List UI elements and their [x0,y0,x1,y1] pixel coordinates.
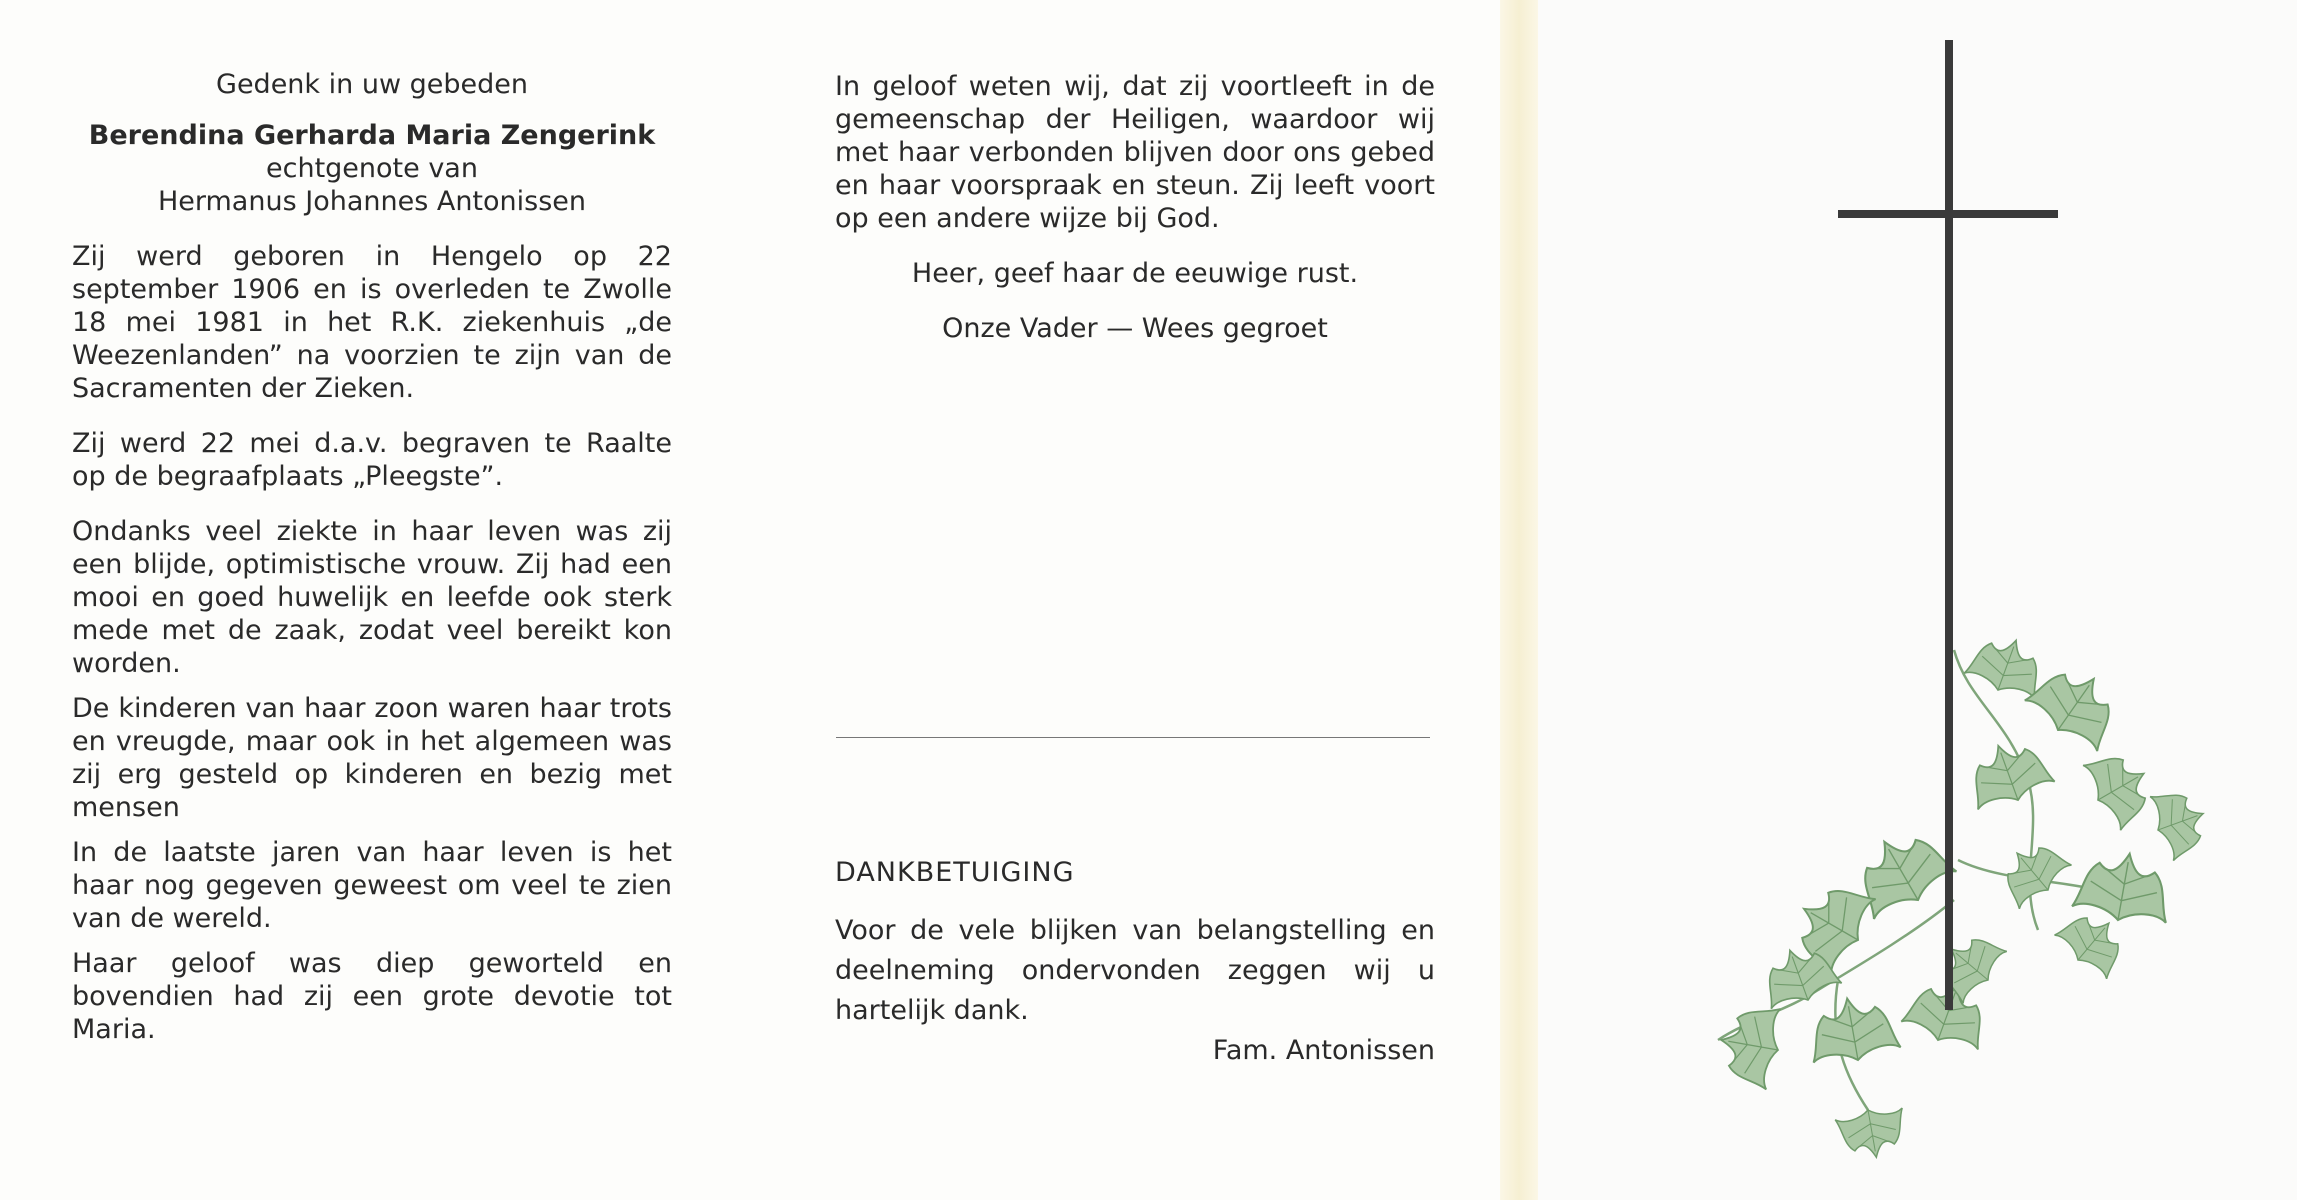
faith-statement: In geloof weten wij, dat zij voortleeft in de gemeenschap der Heiligen, waardoor wij met haar verbonden blijven door ons gebed en haar voorspraak en steun. Zij leeft voort op een andere wijze bij God. [835,71,1435,234]
faith-paragraph: Haar geloof was diep geworteld en bovendien had zij een grote devotie tot Maria. [72,948,672,1045]
burial-paragraph: Zij werd 22 mei d.a.v. begraven te Raalte op de begraafplaats „Pleegste”. [72,428,672,492]
birth-death-paragraph: Zij werd geboren in Hengelo op 22 september 1906 en is overleden te Zwolle 18 mei 1981 in het R.K. ziekenhuis „de Weezenlanden” na voorzien te zijn van de Sacramenten der Zieken. [72,241,672,404]
cross-with-ivy-icon [1538,0,2297,1200]
signature: Fam. Antonissen [1212,1035,1435,1066]
prayer-line: Heer, geef haar de eeuwige rust. [911,258,1359,289]
children-paragraph: De kinderen van haar zoon waren haar trots en vreugde, maar ook in het algemeen was zij erg gesteld op kinderen en bezig met mensen [72,693,672,823]
deceased-name: Berendina Gerharda Maria Zengerink [88,120,656,151]
middle-column [835,70,1435,345]
divider-line [836,737,1430,738]
prayers-list: Onze Vader — Wees gegroet [942,313,1328,344]
intro-text: Gedenk in uw gebeden [216,69,528,100]
spouse-name: Hermanus Johannes Antonissen [157,186,587,217]
thanks-section [835,853,1435,1071]
fold-strip [1500,0,1538,1200]
travel-paragraph: In de laatste jaren van haar leven is het haar nog gegeven geweest om veel te zien van de wereld. [72,837,672,934]
relation-text: echtgenote van [266,153,478,184]
thanks-heading: DANKBETUIGING [835,857,1075,888]
ivy-leaves [1714,628,2215,1164]
life-paragraph: Ondanks veel ziekte in haar leven was zij een blijde, optimistische vrouw. Zij had een mooi en goed huwelijk en leefde ook sterk mede met de zaak, zodat veel bereikt kon worden. [72,516,672,679]
thanks-text: Voor de vele blijken van belangstelling en deelneming ondervonden zeggen wij u hartelijk dank. [835,915,1435,1026]
left-column [72,68,672,1046]
